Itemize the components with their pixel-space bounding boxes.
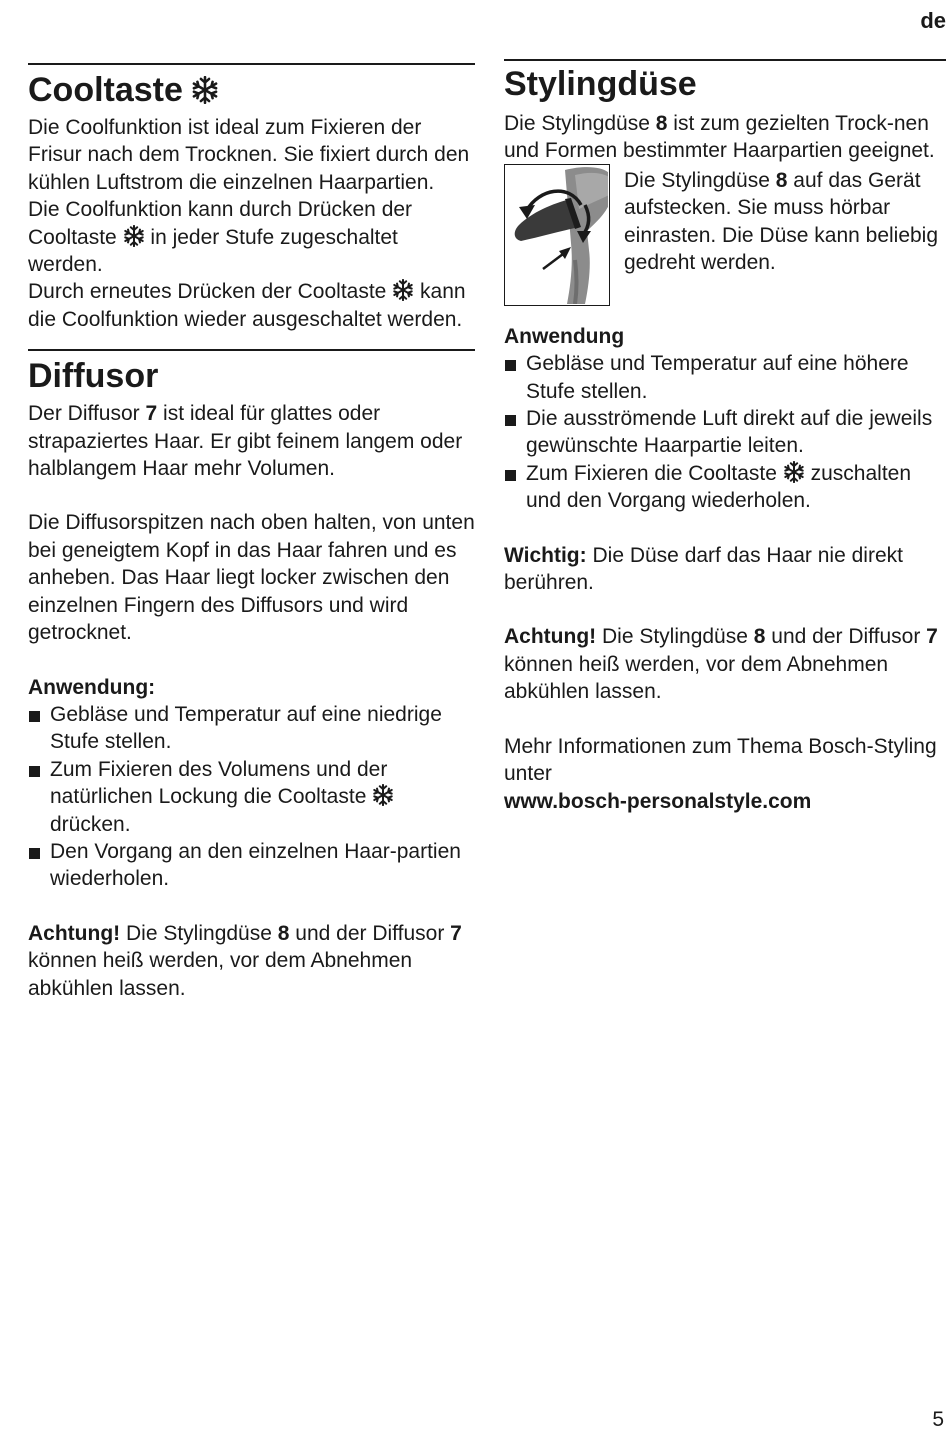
cooltaste-heading [28, 70, 475, 110]
diffusor-paragraph-1-a: Der Diffusor [28, 402, 140, 426]
cooltaste-paragraph-2-b: in jeder Stufe zugeschaltet werden. [28, 225, 398, 277]
diffusor-anwendung-list [28, 701, 475, 893]
warning-text: Die Stylingdüse [602, 625, 748, 649]
list-item-text: Zum Fixieren die Cooltaste [526, 461, 777, 485]
left-column [28, 0, 475, 1002]
stylingduese-paragraph-1-b: ist zum gezielten Trock-nen und Formen bestimmter Haarpartien geeignet. [504, 112, 935, 163]
section-divider [504, 59, 946, 61]
snowflake-icon [191, 76, 219, 104]
cooltaste-body [28, 114, 475, 333]
stylingduese-paragraph-1 [504, 110, 946, 165]
warning-text: können heiß werden, vor dem Abnehmen abkühlen lassen. [28, 949, 413, 1000]
info-paragraph [504, 733, 946, 815]
section-divider [28, 63, 475, 65]
warning-text: und der Diffusor [295, 921, 445, 945]
snowflake-icon [783, 461, 805, 483]
warning-label: Achtung! [504, 625, 597, 649]
cooltaste-paragraph-3-a: Durch erneutes Drücken der Cooltaste [28, 280, 387, 304]
warning-label: Achtung! [28, 921, 121, 945]
section-divider [28, 349, 475, 351]
cooltaste-title: Cooltaste [28, 71, 183, 109]
warning-text: können heiß werden, vor dem Abnehmen abkühlen lassen. [504, 652, 889, 704]
stylingduese-paragraph-1-a: Die Stylingdüse [504, 112, 650, 135]
warning-text: Die Stylingdüse [126, 921, 272, 945]
list-item: Den Vorgang an den einzelnen Haar-partien wiederholen. [28, 838, 475, 893]
warning-text: und der Diffusor [771, 625, 921, 649]
diffusor-heading: Diffusor [28, 357, 159, 396]
list-item-text: drücken. [50, 812, 131, 836]
cooltaste-paragraph-3-b: kann die Coolfunktion wieder ausgeschaltet werden. [28, 280, 466, 331]
info-url: www.bosch-personalstyle.com [504, 789, 812, 813]
diffusor-paragraph-1-b: ist ideal für glattes oder strapaziertes Haar. Er gibt feinem langem oder halblangem Haar mehr Volumen. [28, 402, 463, 481]
stylingduese-warning [504, 623, 946, 705]
attach-nozzle-text [624, 167, 946, 306]
part-number: 8 [775, 168, 788, 192]
part-number: 7 [450, 921, 462, 945]
part-number: 8 [753, 625, 766, 649]
stylingduese-important [504, 542, 946, 597]
stylingduese-anwendung-list [504, 350, 946, 514]
list-item [28, 756, 475, 838]
snowflake-icon [372, 784, 394, 806]
nozzle-attach-illustration [504, 164, 610, 306]
diffusor-paragraph-1 [28, 400, 475, 482]
cooltaste-paragraph-3 [28, 278, 475, 333]
cooltaste-paragraph-2-a: Die Coolfunktion kann durch Drücken der Cooltaste [28, 198, 413, 249]
info-text: Mehr Informationen zum Thema Bosch-Styling unter [504, 734, 937, 786]
attach-nozzle-text-a: Die Stylingdüse [624, 168, 770, 192]
attach-nozzle-text-b: auf das Gerät aufstecken. Sie muss hörbar einrasten. Die Düse kann beliebig gedreht werden. [624, 168, 939, 275]
page-number: 5 [932, 1408, 944, 1431]
stylingduese-body [504, 110, 946, 815]
list-item: Gebläse und Temperatur auf eine höhere Stufe stellen. [504, 350, 946, 405]
attach-nozzle-paragraph [624, 167, 946, 277]
diffusor-body [28, 400, 475, 1002]
part-number: 7 [926, 625, 938, 649]
right-column [504, 0, 946, 815]
diffusor-warning [28, 920, 475, 1002]
snowflake-icon [123, 225, 145, 247]
list-item [504, 460, 946, 515]
stylingduese-anwendung-title: Anwendung [504, 324, 625, 348]
snowflake-icon [392, 279, 414, 301]
diffusor-anwendung-title: Anwendung: [28, 675, 156, 699]
cooltaste-paragraph-2 [28, 196, 475, 278]
cooltaste-paragraph-1: Die Coolfunktion ist ideal zum Fixieren der Frisur nach dem Trocknen. Sie fixiert durch den kühlen Luftstrom die einzelnen Haarpartien. [28, 116, 470, 194]
important-label: Wichtig: [504, 543, 587, 567]
list-item: Gebläse und Temperatur auf eine niedrige Stufe stellen. [28, 701, 475, 756]
part-number: 8 [655, 112, 668, 135]
important-text: Die Düse darf das Haar nie direkt berühren. [504, 543, 903, 595]
language-code: de [920, 8, 946, 33]
part-number: 8 [277, 921, 290, 945]
list-item: Die ausströmende Luft direkt auf die jeweils gewünschte Haarpartie leiten. [504, 405, 946, 460]
attach-nozzle-step [504, 167, 946, 306]
stylingduese-heading: Stylingdüse [504, 65, 697, 103]
list-item-text: Zum Fixieren des Volumens und der natürlichen Lockung die Cooltaste [50, 757, 388, 809]
part-number: 7 [145, 402, 158, 426]
list-item-text: zuschalten und den Vorgang wiederholen. [526, 461, 912, 513]
diffusor-paragraph-2: Die Diffusorspitzen nach oben halten, von unten bei geneigtem Kopf in das Haar fahren und es anheben. Das Haar liegt locker zwischen den einzelnen Fingern des Diffusors und wird getrocknet. [28, 511, 475, 645]
